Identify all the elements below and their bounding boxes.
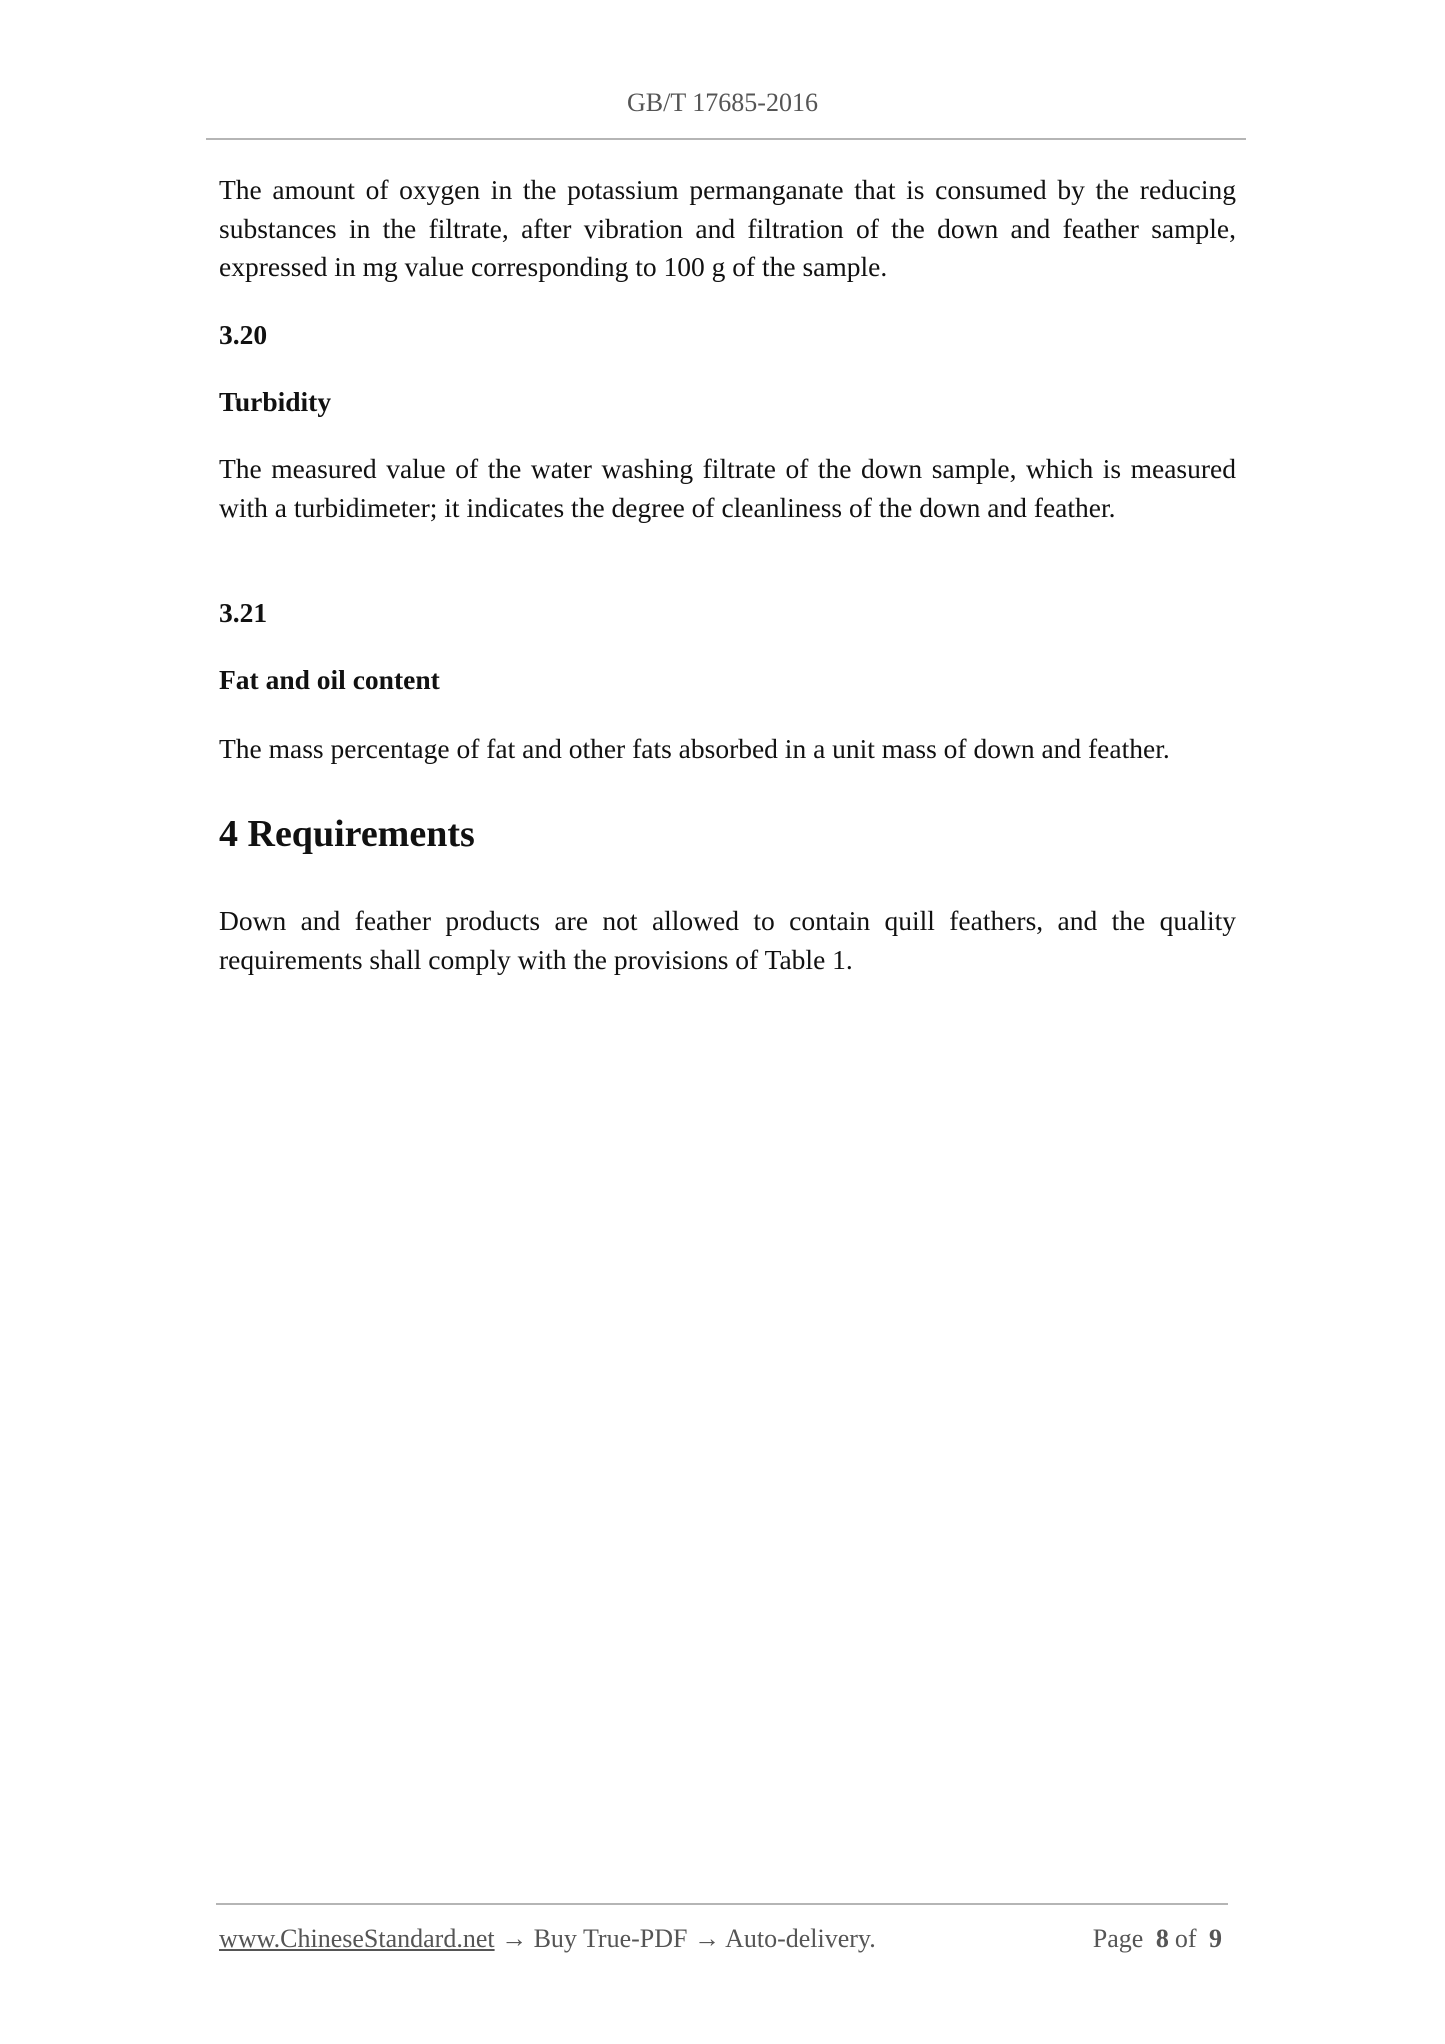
buy-text: Buy True-PDF <box>533 1924 688 1953</box>
arrow-right-icon: → <box>501 1924 528 1953</box>
definition-paragraph: The amount of oxygen in the potassium permanganate that is consumed by the reducing substances in the filtrate, after vibration and filtration of the down and feather sample, expressed in mg value corresponding to 100 g of the sample. <box>219 174 1236 282</box>
page-total: 9 <box>1209 1924 1222 1953</box>
requirements-paragraph: Down and feather products are not allowed to contain quill feathers, and the quality requirements shall comply with the provisions of Table 1. <box>219 905 1236 975</box>
definition-paragraph: The mass percentage of fat and other fats absorbed in a unit mass of down and feather. <box>219 733 1170 764</box>
term-title: Turbidity <box>219 386 332 417</box>
footer <box>219 1924 1228 1954</box>
definition-paragraph: The measured value of the water washing filtrate of the down sample, which is measured with a turbidimeter; it indicates the degree of cleanliness of the down and feather. <box>219 453 1236 523</box>
footer-divider <box>216 1903 1228 1905</box>
running-header: GB/T 17685-2016 <box>627 88 818 117</box>
delivery-text: Auto-delivery. <box>725 1924 876 1953</box>
header-divider <box>206 138 1246 140</box>
section-heading: 4 Requirements <box>219 813 475 855</box>
website-link[interactable]: www.ChineseStandard.net <box>219 1924 495 1953</box>
page-current: 8 <box>1155 1924 1169 1953</box>
arrow-right-icon: → <box>694 1924 720 1953</box>
page-label: Page <box>1092 1924 1144 1953</box>
footer-left <box>219 1924 876 1954</box>
page-number <box>1093 1924 1228 1954</box>
of-label: of <box>1174 1924 1197 1953</box>
section-number: 3.21 <box>219 597 268 628</box>
term-title: Fat and oil content <box>219 664 440 695</box>
section-number: 3.20 <box>219 319 268 350</box>
